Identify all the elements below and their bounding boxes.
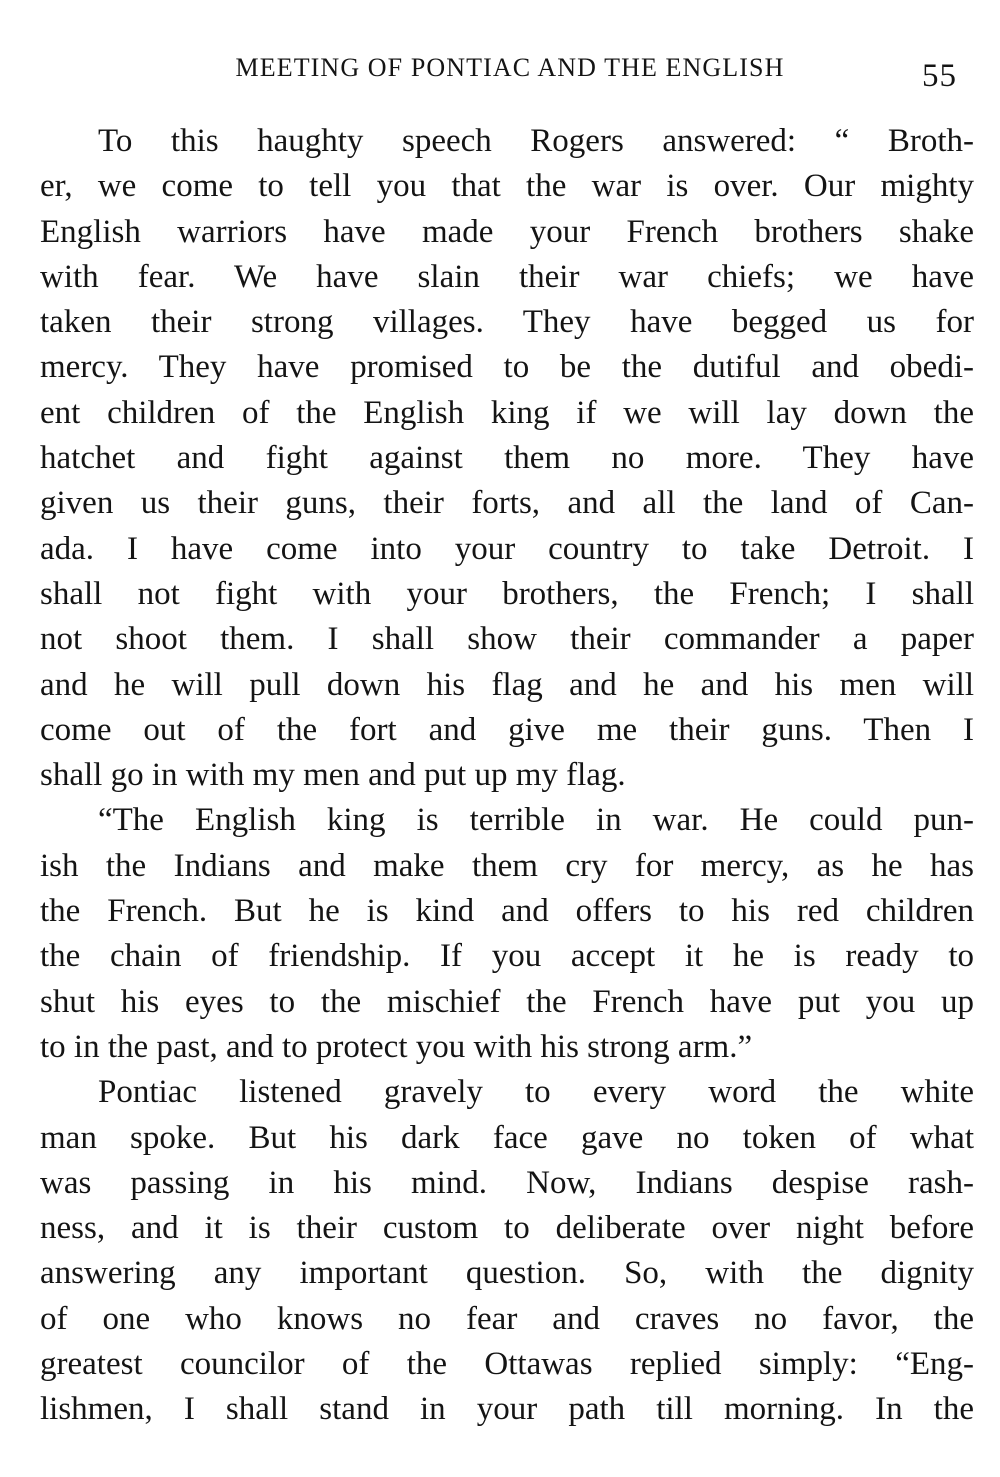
- page-number: 55: [922, 58, 957, 94]
- text-line: hatchet and fight against them no more. They have: [40, 440, 974, 477]
- text-line: shall not fight with your brothers, the French; I shall: [40, 575, 974, 612]
- text-line: English warriors have made your French brothers shake: [40, 213, 974, 250]
- running-head: [0, 48, 1000, 94]
- text-line: come out of the fort and give me their guns. Then I: [40, 711, 974, 748]
- text-line: and he will pull down his flag and he and his men will: [40, 666, 974, 703]
- text-line: the chain of friendship. If you accept it he is ready to: [40, 938, 974, 975]
- text-line: er, we come to tell you that the war is over. Our mighty: [40, 168, 974, 205]
- text-line: “The English king is terrible in war. He could pun-: [98, 802, 974, 839]
- text-line: with fear. We have slain their war chiefs; we have: [40, 258, 974, 295]
- text-line: man spoke. But his dark face gave no token of what: [40, 1119, 974, 1156]
- text-line: To this haughty speech Rogers answered: “ Broth-: [98, 123, 974, 159]
- body-text: [40, 119, 974, 1433]
- text-line: greatest councilor of the Ottawas replied simply: “Eng-: [40, 1346, 974, 1383]
- text-line: answering any important question. So, with the dignity: [40, 1255, 974, 1292]
- text-line: shall go in with my men and put up my flag.: [40, 757, 626, 794]
- text-line: ada. I have come into your country to take Detroit. I: [40, 530, 974, 567]
- text-line: shut his eyes to the mischief the French have put you up: [40, 983, 974, 1020]
- text-line: Pontiac listened gravely to every word the white: [98, 1074, 974, 1111]
- text-line: given us their guns, their forts, and all the land of Can-: [40, 485, 974, 522]
- text-line: lishmen, I shall stand in your path till morning. In the: [40, 1391, 974, 1428]
- text-line: ness, and it is their custom to deliberate over night before: [40, 1210, 974, 1247]
- text-line: of one who knows no fear and craves no favor, the: [40, 1300, 974, 1337]
- text-line: ish the Indians and make them cry for mercy, as he has: [40, 847, 974, 884]
- text-line: to in the past, and to protect you with his strong arm.”: [40, 1028, 753, 1065]
- text-line: mercy. They have promised to be the dutiful and obedi-: [40, 349, 974, 386]
- text-line: taken their strong villages. They have begged us for: [40, 304, 974, 341]
- running-title: MEETING OF PONTIAC AND THE ENGLISH: [235, 53, 785, 82]
- text-line: the French. But he is kind and offers to his red children: [40, 893, 974, 930]
- text-line: was passing in his mind. Now, Indians despise rash-: [40, 1164, 974, 1201]
- text-line: ent children of the English king if we will lay down the: [40, 394, 974, 431]
- text-line: not shoot them. I shall show their commander a paper: [40, 621, 974, 658]
